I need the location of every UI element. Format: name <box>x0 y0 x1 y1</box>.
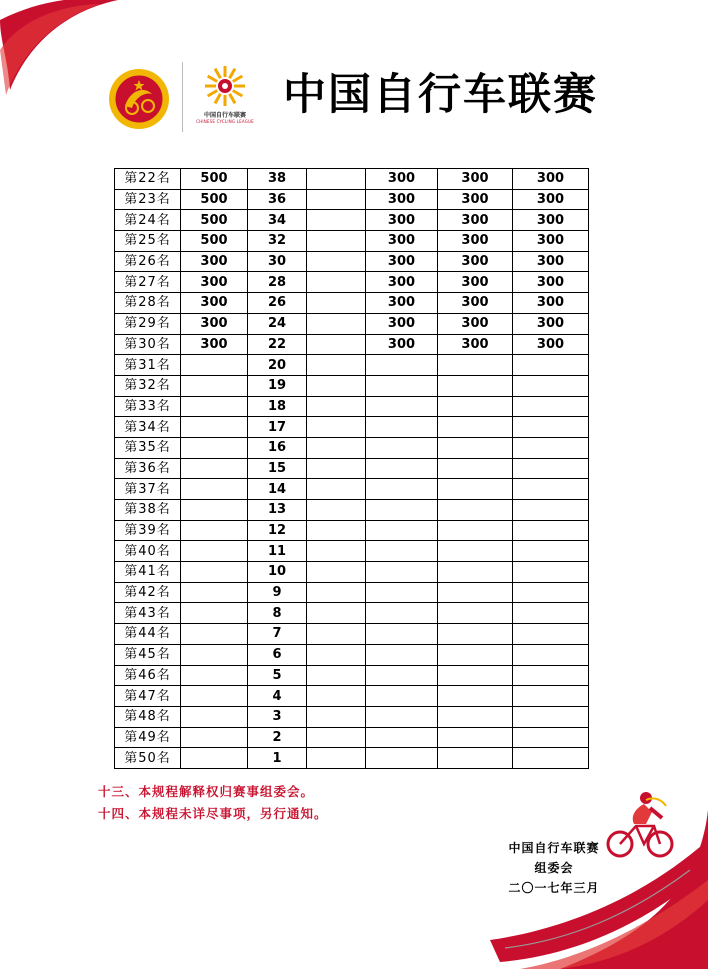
prize-cell: 10 <box>248 562 307 583</box>
prize-cell <box>181 500 248 521</box>
prize-cell <box>438 686 513 707</box>
prize-cell <box>181 624 248 645</box>
signature-block <box>494 838 614 898</box>
league-sun-icon <box>194 64 256 110</box>
prize-cell: 1 <box>248 748 307 769</box>
prize-cell: 8 <box>248 603 307 624</box>
prize-cell: 20 <box>248 355 307 376</box>
prize-cell <box>513 727 589 748</box>
prize-cell: 7 <box>248 624 307 645</box>
prize-cell <box>366 603 438 624</box>
table-row <box>115 500 589 521</box>
prize-cell <box>307 210 366 231</box>
prize-cell <box>181 665 248 686</box>
rank-cell: 第30名 <box>115 334 181 355</box>
prize-cell: 300 <box>181 293 248 314</box>
prize-cell <box>438 437 513 458</box>
prize-cell <box>513 562 589 583</box>
prize-cell <box>307 458 366 479</box>
prize-cell: 300 <box>513 293 589 314</box>
prize-cell: 30 <box>248 251 307 272</box>
rank-cell: 第23名 <box>115 189 181 210</box>
rule-item-14: 十四、本规程未详尽事项，另行通知。 <box>98 806 328 821</box>
prize-cell <box>307 706 366 727</box>
prize-cell <box>181 582 248 603</box>
prize-cell <box>307 231 366 252</box>
prize-cell <box>438 665 513 686</box>
table-row <box>115 582 589 603</box>
prize-cell: 300 <box>438 189 513 210</box>
prize-cell <box>307 334 366 355</box>
prize-cell <box>366 727 438 748</box>
rank-cell: 第50名 <box>115 748 181 769</box>
prize-table <box>114 168 589 769</box>
prize-cell <box>181 355 248 376</box>
prize-cell: 300 <box>513 231 589 252</box>
prize-cell: 4 <box>248 686 307 707</box>
prize-cell: 500 <box>181 210 248 231</box>
table-row <box>115 375 589 396</box>
prize-cell <box>181 520 248 541</box>
prize-cell: 28 <box>248 272 307 293</box>
prize-cell <box>181 562 248 583</box>
prize-cell: 15 <box>248 458 307 479</box>
rank-cell: 第31名 <box>115 355 181 376</box>
prize-cell <box>307 375 366 396</box>
prize-cell: 5 <box>248 665 307 686</box>
prize-cell <box>366 541 438 562</box>
rank-cell: 第47名 <box>115 686 181 707</box>
prize-cell <box>438 520 513 541</box>
prize-cell <box>181 396 248 417</box>
prize-cell: 300 <box>181 334 248 355</box>
prize-cell <box>181 686 248 707</box>
signature-org: 中国自行车联赛 <box>508 841 600 855</box>
table-row <box>115 313 589 334</box>
prize-cell <box>307 189 366 210</box>
prize-cell <box>366 396 438 417</box>
prize-cell: 300 <box>438 334 513 355</box>
prize-cell <box>307 665 366 686</box>
league-logo <box>194 64 256 134</box>
prize-cell <box>366 562 438 583</box>
prize-cell: 300 <box>181 251 248 272</box>
prize-cell: 3 <box>248 706 307 727</box>
prize-cell <box>513 417 589 438</box>
prize-cell <box>181 706 248 727</box>
rank-cell: 第45名 <box>115 644 181 665</box>
table-row <box>115 686 589 707</box>
prize-cell <box>181 375 248 396</box>
prize-cell <box>307 727 366 748</box>
prize-cell <box>438 396 513 417</box>
league-logo-cn-text: 中国自行车联赛 <box>203 112 246 119</box>
prize-cell <box>513 458 589 479</box>
prize-cell <box>181 479 248 500</box>
prize-cell: 12 <box>248 520 307 541</box>
prize-cell: 300 <box>513 189 589 210</box>
prize-cell <box>513 437 589 458</box>
prize-cell: 300 <box>438 272 513 293</box>
table-row <box>115 293 589 314</box>
table-row <box>115 624 589 645</box>
rank-cell: 第42名 <box>115 582 181 603</box>
table-row <box>115 562 589 583</box>
signature-date: 二〇一七年三月 <box>508 881 600 895</box>
prize-cell: 2 <box>248 727 307 748</box>
page-title: 中国自行车联赛 <box>283 70 598 120</box>
prize-cell <box>438 375 513 396</box>
prize-cell: 300 <box>438 231 513 252</box>
prize-cell <box>181 541 248 562</box>
table-row <box>115 169 589 190</box>
table-row <box>115 479 589 500</box>
prize-cell: 300 <box>366 251 438 272</box>
rank-cell: 第37名 <box>115 479 181 500</box>
prize-cell <box>307 313 366 334</box>
prize-cell <box>438 706 513 727</box>
prize-cell: 300 <box>366 293 438 314</box>
prize-cell <box>307 396 366 417</box>
rank-cell: 第36名 <box>115 458 181 479</box>
prize-cell <box>438 748 513 769</box>
prize-cell <box>513 644 589 665</box>
prize-cell <box>307 686 366 707</box>
table-row <box>115 189 589 210</box>
prize-cell <box>438 582 513 603</box>
rank-cell: 第41名 <box>115 562 181 583</box>
prize-cell <box>438 479 513 500</box>
prize-cell <box>307 251 366 272</box>
league-logo-en-text: CHINESE CYCLING LEAGUE <box>196 119 254 124</box>
prize-cell <box>307 603 366 624</box>
prize-cell: 300 <box>438 293 513 314</box>
prize-cell <box>366 417 438 438</box>
prize-cell: 300 <box>438 251 513 272</box>
prize-cell: 34 <box>248 210 307 231</box>
prize-cell: 24 <box>248 313 307 334</box>
prize-cell <box>438 541 513 562</box>
prize-cell <box>438 417 513 438</box>
prize-cell <box>438 624 513 645</box>
table-row <box>115 603 589 624</box>
prize-cell <box>513 479 589 500</box>
prize-cell <box>366 458 438 479</box>
prize-cell: 300 <box>366 272 438 293</box>
table-row <box>115 396 589 417</box>
prize-cell: 300 <box>366 231 438 252</box>
table-row <box>115 417 589 438</box>
prize-cell <box>438 644 513 665</box>
rules-section <box>98 782 328 826</box>
prize-cell: 17 <box>248 417 307 438</box>
rank-cell: 第44名 <box>115 624 181 645</box>
rule-item-13: 十三、本规程解释权归赛事组委会。 <box>98 784 315 799</box>
prize-cell: 500 <box>181 189 248 210</box>
prize-cell <box>307 644 366 665</box>
prize-cell <box>513 665 589 686</box>
prize-cell: 500 <box>181 231 248 252</box>
rank-cell: 第38名 <box>115 500 181 521</box>
rank-cell: 第24名 <box>115 210 181 231</box>
prize-cell <box>181 748 248 769</box>
prize-cell: 300 <box>366 189 438 210</box>
rank-cell: 第46名 <box>115 665 181 686</box>
prize-cell: 6 <box>248 644 307 665</box>
prize-cell <box>307 479 366 500</box>
prize-cell <box>307 293 366 314</box>
rank-cell: 第27名 <box>115 272 181 293</box>
prize-cell <box>513 520 589 541</box>
rank-cell: 第33名 <box>115 396 181 417</box>
prize-cell: 9 <box>248 582 307 603</box>
prize-cell <box>181 727 248 748</box>
prize-cell: 300 <box>438 210 513 231</box>
prize-cell: 300 <box>513 169 589 190</box>
prize-cell <box>366 748 438 769</box>
rank-cell: 第39名 <box>115 520 181 541</box>
table-row <box>115 437 589 458</box>
table-row <box>115 355 589 376</box>
prize-cell <box>307 169 366 190</box>
prize-cell: 18 <box>248 396 307 417</box>
table-row <box>115 748 589 769</box>
prize-cell <box>366 355 438 376</box>
prize-cell <box>366 479 438 500</box>
rank-cell: 第34名 <box>115 417 181 438</box>
prize-cell <box>438 562 513 583</box>
rank-cell: 第40名 <box>115 541 181 562</box>
prize-cell: 300 <box>366 334 438 355</box>
cca-emblem-logo <box>108 68 170 130</box>
prize-table-body <box>115 169 589 769</box>
table-row <box>115 272 589 293</box>
prize-cell: 14 <box>248 479 307 500</box>
prize-cell: 300 <box>513 210 589 231</box>
prize-cell: 300 <box>513 334 589 355</box>
prize-cell: 26 <box>248 293 307 314</box>
rank-cell: 第32名 <box>115 375 181 396</box>
prize-cell <box>181 603 248 624</box>
rank-cell: 第28名 <box>115 293 181 314</box>
prize-cell: 22 <box>248 334 307 355</box>
table-row <box>115 541 589 562</box>
prize-cell: 300 <box>181 313 248 334</box>
rank-cell: 第26名 <box>115 251 181 272</box>
prize-cell <box>366 644 438 665</box>
rank-cell: 第49名 <box>115 727 181 748</box>
header-divider <box>182 62 183 132</box>
prize-cell <box>307 748 366 769</box>
prize-cell <box>513 541 589 562</box>
prize-cell <box>366 375 438 396</box>
table-row <box>115 665 589 686</box>
prize-cell <box>366 706 438 727</box>
signature-committee: 组委会 <box>534 861 574 875</box>
prize-cell <box>438 500 513 521</box>
rank-cell: 第43名 <box>115 603 181 624</box>
prize-cell <box>513 748 589 769</box>
prize-cell <box>307 437 366 458</box>
prize-cell <box>307 582 366 603</box>
prize-cell <box>513 603 589 624</box>
prize-cell: 300 <box>513 272 589 293</box>
table-row <box>115 727 589 748</box>
prize-cell <box>181 458 248 479</box>
prize-cell <box>307 541 366 562</box>
prize-cell: 300 <box>513 313 589 334</box>
prize-cell <box>307 272 366 293</box>
table-row <box>115 210 589 231</box>
prize-cell <box>513 500 589 521</box>
prize-cell <box>366 665 438 686</box>
table-row <box>115 706 589 727</box>
table-row <box>115 251 589 272</box>
cyclist-icon <box>606 790 676 862</box>
prize-cell: 300 <box>181 272 248 293</box>
prize-cell <box>513 706 589 727</box>
table-row <box>115 520 589 541</box>
prize-cell <box>513 396 589 417</box>
prize-cell <box>513 582 589 603</box>
prize-cell <box>366 500 438 521</box>
prize-cell <box>307 520 366 541</box>
rank-cell: 第25名 <box>115 231 181 252</box>
prize-cell <box>181 644 248 665</box>
prize-cell <box>513 686 589 707</box>
prize-cell <box>438 458 513 479</box>
rank-cell: 第22名 <box>115 169 181 190</box>
prize-cell: 300 <box>438 169 513 190</box>
prize-cell <box>307 624 366 645</box>
table-row <box>115 644 589 665</box>
rank-cell: 第35名 <box>115 437 181 458</box>
prize-cell: 32 <box>248 231 307 252</box>
table-row <box>115 231 589 252</box>
prize-cell <box>366 686 438 707</box>
prize-cell <box>307 417 366 438</box>
prize-cell: 13 <box>248 500 307 521</box>
prize-cell <box>438 355 513 376</box>
prize-cell <box>438 727 513 748</box>
prize-cell <box>438 603 513 624</box>
rank-cell: 第29名 <box>115 313 181 334</box>
table-row <box>115 458 589 479</box>
prize-cell <box>366 624 438 645</box>
prize-cell: 19 <box>248 375 307 396</box>
prize-cell <box>366 437 438 458</box>
prize-cell <box>513 355 589 376</box>
prize-cell <box>181 417 248 438</box>
prize-cell <box>513 375 589 396</box>
rank-cell: 第48名 <box>115 706 181 727</box>
prize-cell <box>366 520 438 541</box>
prize-cell: 300 <box>513 251 589 272</box>
prize-cell: 500 <box>181 169 248 190</box>
prize-cell: 300 <box>366 313 438 334</box>
prize-cell: 16 <box>248 437 307 458</box>
prize-cell: 300 <box>366 169 438 190</box>
prize-cell <box>307 562 366 583</box>
prize-cell <box>366 582 438 603</box>
prize-cell: 38 <box>248 169 307 190</box>
prize-cell <box>513 624 589 645</box>
prize-cell: 36 <box>248 189 307 210</box>
prize-cell <box>181 437 248 458</box>
prize-cell: 11 <box>248 541 307 562</box>
table-row <box>115 334 589 355</box>
prize-cell <box>307 500 366 521</box>
prize-cell: 300 <box>438 313 513 334</box>
prize-cell <box>307 355 366 376</box>
prize-cell: 300 <box>366 210 438 231</box>
